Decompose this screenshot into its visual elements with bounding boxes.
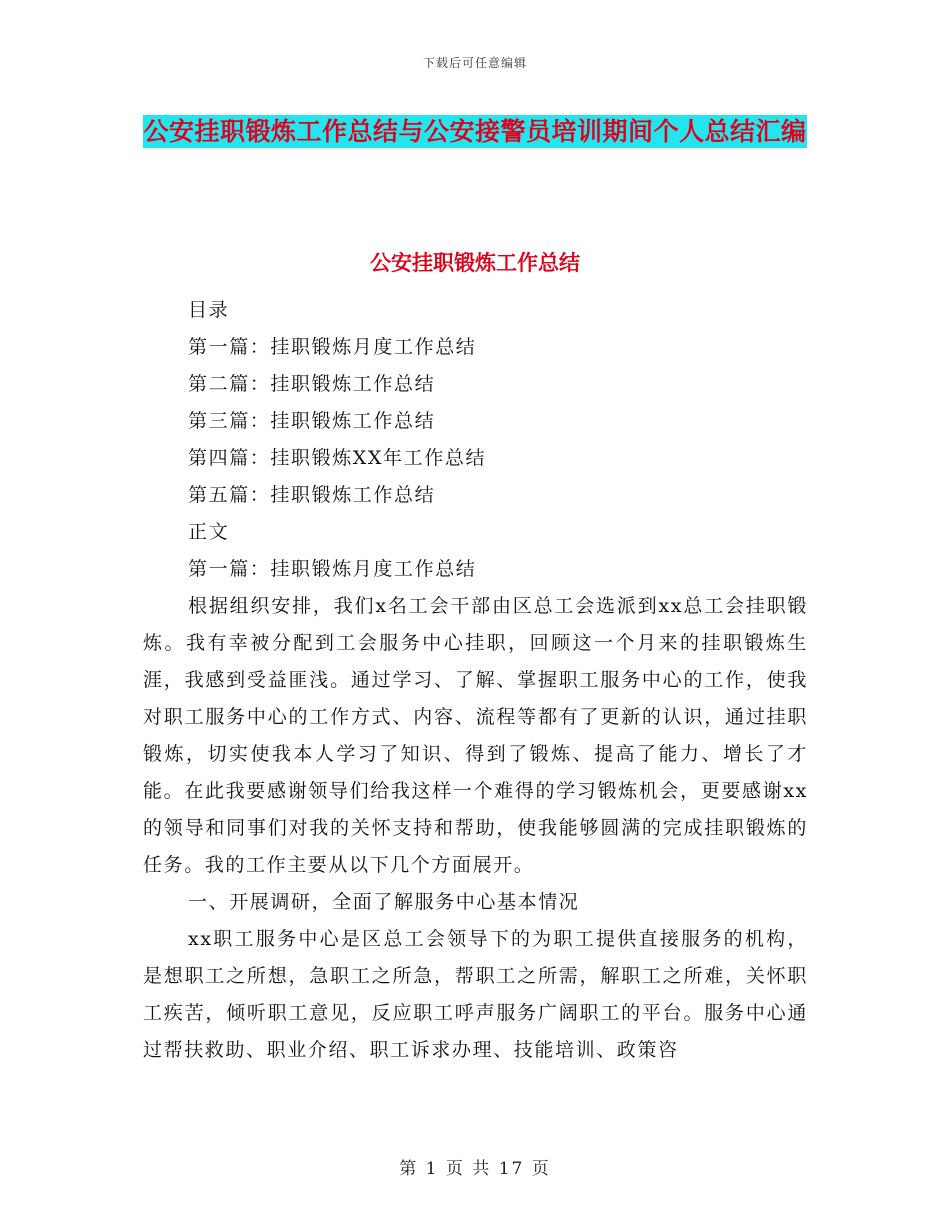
toc-heading: 目录 [188, 299, 230, 321]
section-title: 公安挂职锻炼工作总结 [370, 250, 580, 275]
toc-item: 第五篇：挂职锻炼工作总结 [188, 484, 436, 506]
document-body [143, 292, 808, 1069]
body-paragraph: xx职工服务中心是区总工会领导下的为职工提供直接服务的机构，是想职工之所想，急职工之所急，帮职工之所需，解职工之所难，关怀职工疾苦，倾听职工意见，反应职工呼声服务广阔职工的平台。服务中心通过帮扶救助、职业介绍、职工诉求办理、技能培训、政策咨 [143, 928, 808, 1061]
body-paragraph: 根据组织安排，我们x名工会干部由区总工会选派到xx总工会挂职锻炼。我有幸被分配到工会服务中心挂职，回顾这一个月来的挂职锻炼生涯，我感到受益匪浅。通过学习、了解、掌握职工服务中心的工作，使我对职工服务中心的工作方式、内容、流程等都有了更新的认识，通过挂职锻炼，切实使我本人学习了知识、得到了锻炼、提高了能力、增长了才能。在此我要感谢领导们给我这样一个难得的学习锻炼机会，更要感谢xx的领导和同事们对我的关怀支持和帮助，使我能够圆满的完成挂职锻炼的任务。我的工作主要从以下几个方面展开。 [143, 595, 808, 876]
toc-item: 第四篇：挂职锻炼XX年工作总结 [188, 447, 487, 469]
body-heading: 正文 [188, 521, 230, 543]
toc-item: 第三篇：挂职锻炼工作总结 [188, 410, 436, 432]
toc-item: 第二篇：挂职锻炼工作总结 [188, 373, 436, 395]
chapter-title: 第一篇：挂职锻炼月度工作总结 [188, 558, 477, 580]
document-title-text: 公安挂职锻炼工作总结与公安接警员培训期间个人总结汇编 [143, 117, 807, 146]
header-note: 下载后可任意编辑 [422, 56, 527, 70]
subsection-heading: 一、开展调研，全面了解服务中心基本情况 [188, 891, 580, 913]
toc-item: 第一篇：挂职锻炼月度工作总结 [188, 336, 477, 358]
document-title [140, 110, 810, 154]
page-number-footer: 第 1 页 共 17 页 [399, 1159, 551, 1179]
